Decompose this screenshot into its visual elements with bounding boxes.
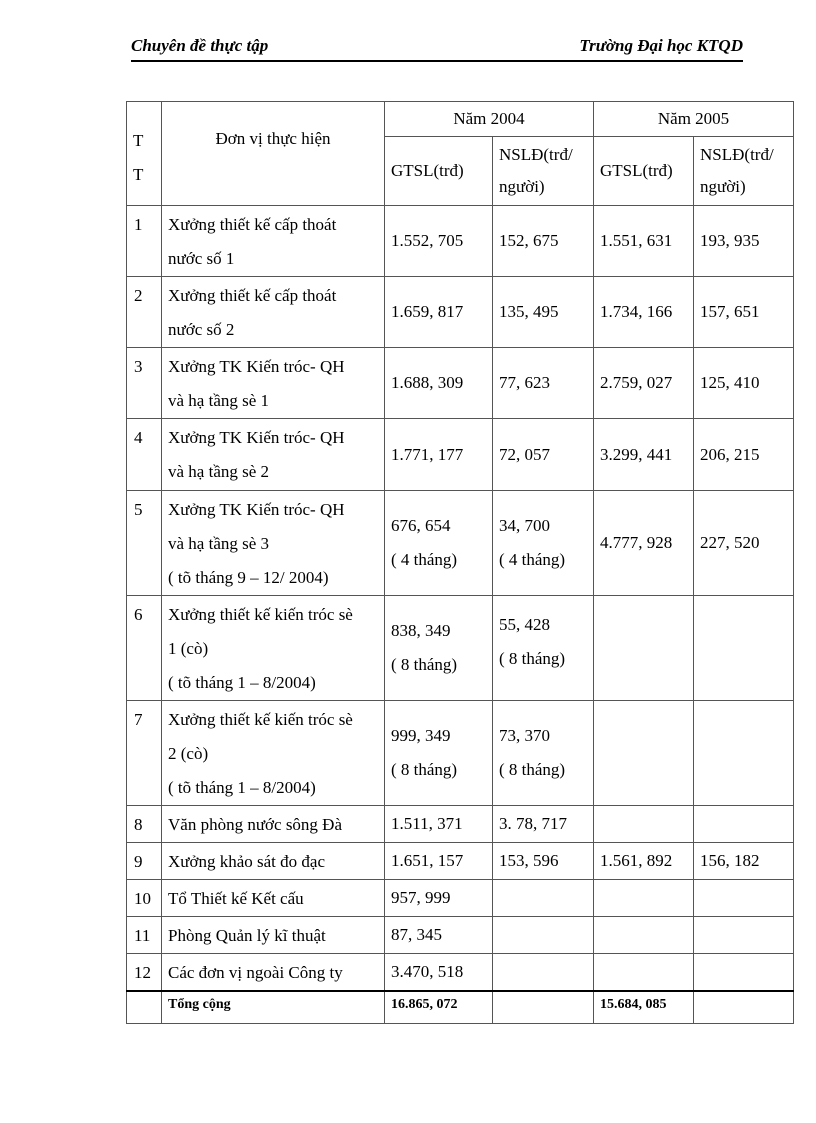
header-year-2005: Năm 2005 bbox=[594, 102, 794, 137]
unit-name: Xưởng thiết kế kiến tróc sè 1 (cò) ( tõ tháng 1 – 8/2004) bbox=[162, 596, 385, 701]
nsld-2005: 125, 410 bbox=[694, 348, 794, 419]
gtsl-2005 bbox=[594, 806, 694, 843]
table-row bbox=[127, 596, 794, 701]
header-tt: T T bbox=[127, 102, 162, 206]
header-rule bbox=[131, 60, 743, 62]
unit-name: Văn phòng nước sông Đà bbox=[162, 806, 385, 843]
nsld-2004: 152, 675 bbox=[493, 206, 594, 277]
total-gtsl-2004: 16.865, 072 bbox=[385, 991, 493, 1023]
gtsl-2005 bbox=[594, 701, 694, 806]
gtsl-2005: 1.551, 631 bbox=[594, 206, 694, 277]
total-nsld-2004 bbox=[493, 991, 594, 1023]
gtsl-2004: 999, 349 ( 8 tháng) bbox=[385, 701, 493, 806]
gtsl-2005 bbox=[594, 917, 694, 954]
gtsl-2005: 1.734, 166 bbox=[594, 277, 694, 348]
nsld-2004 bbox=[493, 880, 594, 917]
row-number: 12 bbox=[127, 954, 162, 992]
header-nsld-2004: NSLĐ(trđ/ người) bbox=[493, 137, 594, 206]
table-row bbox=[127, 843, 794, 880]
row-number: 3 bbox=[127, 348, 162, 419]
nsld-2005: 156, 182 bbox=[694, 843, 794, 880]
gtsl-2004: 1.511, 371 bbox=[385, 806, 493, 843]
nsld-2005 bbox=[694, 701, 794, 806]
total-gtsl-2005: 15.684, 085 bbox=[594, 991, 694, 1023]
gtsl-2004: 676, 654 ( 4 tháng) bbox=[385, 491, 493, 596]
nsld-2005 bbox=[694, 806, 794, 843]
nsld-2004: 3. 78, 717 bbox=[493, 806, 594, 843]
nsld-2005 bbox=[694, 596, 794, 701]
gtsl-2005 bbox=[594, 954, 694, 992]
total-tt bbox=[127, 991, 162, 1023]
unit-name: Phòng Quản lý kĩ thuật bbox=[162, 917, 385, 954]
gtsl-2005 bbox=[594, 880, 694, 917]
gtsl-2004: 957, 999 bbox=[385, 880, 493, 917]
nsld-2004 bbox=[493, 917, 594, 954]
gtsl-2004: 1.651, 157 bbox=[385, 843, 493, 880]
table-row bbox=[127, 806, 794, 843]
table-header-row bbox=[127, 102, 794, 137]
row-number: 9 bbox=[127, 843, 162, 880]
row-number: 2 bbox=[127, 277, 162, 348]
gtsl-2004: 838, 349 ( 8 tháng) bbox=[385, 596, 493, 701]
table-row bbox=[127, 348, 794, 419]
row-number: 7 bbox=[127, 701, 162, 806]
nsld-2005: 193, 935 bbox=[694, 206, 794, 277]
gtsl-2004: 87, 345 bbox=[385, 917, 493, 954]
gtsl-2004: 3.470, 518 bbox=[385, 954, 493, 992]
unit-name: Xưởng thiết kế cấp thoát nước số 1 bbox=[162, 206, 385, 277]
unit-name: Xưởng TK Kiến tróc- QH và hạ tầng sè 2 bbox=[162, 419, 385, 491]
header-nsld-2005: NSLĐ(trđ/ người) bbox=[694, 137, 794, 206]
nsld-2004: 55, 428 ( 8 tháng) bbox=[493, 596, 594, 701]
gtsl-2004: 1.552, 705 bbox=[385, 206, 493, 277]
header-gtsl-2004: GTSL(trđ) bbox=[385, 137, 493, 206]
header-year-2004: Năm 2004 bbox=[385, 102, 594, 137]
nsld-2004: 73, 370 ( 8 tháng) bbox=[493, 701, 594, 806]
nsld-2004 bbox=[493, 954, 594, 992]
table-row bbox=[127, 419, 794, 491]
unit-name: Xưởng khảo sát đo đạc bbox=[162, 843, 385, 880]
table-row bbox=[127, 880, 794, 917]
gtsl-2004: 1.659, 817 bbox=[385, 277, 493, 348]
row-number: 5 bbox=[127, 491, 162, 596]
nsld-2004: 135, 495 bbox=[493, 277, 594, 348]
gtsl-2005 bbox=[594, 596, 694, 701]
table-row bbox=[127, 917, 794, 954]
nsld-2005: 206, 215 bbox=[694, 419, 794, 491]
header-left-title: Chuyên đề thực tập bbox=[131, 36, 269, 55]
nsld-2004: 153, 596 bbox=[493, 843, 594, 880]
row-number: 1 bbox=[127, 206, 162, 277]
nsld-2005: 227, 520 bbox=[694, 491, 794, 596]
gtsl-2005: 2.759, 027 bbox=[594, 348, 694, 419]
unit-name: Tổ Thiết kế Kết cấu bbox=[162, 880, 385, 917]
unit-name: Xưởng TK Kiến tróc- QH và hạ tầng sè 3 ( tõ tháng 9 – 12/ 2004) bbox=[162, 491, 385, 596]
nsld-2005 bbox=[694, 917, 794, 954]
total-row bbox=[127, 991, 794, 1023]
nsld-2004: 34, 700 ( 4 tháng) bbox=[493, 491, 594, 596]
unit-name: Xưởng thiết kế kiến tróc sè 2 (cò) ( tõ tháng 1 – 8/2004) bbox=[162, 701, 385, 806]
row-number: 6 bbox=[127, 596, 162, 701]
gtsl-2004: 1.771, 177 bbox=[385, 419, 493, 491]
gtsl-2005: 3.299, 441 bbox=[594, 419, 694, 491]
unit-name: Xưởng TK Kiến tróc- QH và hạ tầng sè 1 bbox=[162, 348, 385, 419]
page-header bbox=[131, 36, 743, 62]
header-right-title: Trường Đại học KTQD bbox=[579, 36, 743, 55]
row-number: 8 bbox=[127, 806, 162, 843]
nsld-2005 bbox=[694, 880, 794, 917]
table-row bbox=[127, 491, 794, 596]
gtsl-2004: 1.688, 309 bbox=[385, 348, 493, 419]
gtsl-2005: 4.777, 928 bbox=[594, 491, 694, 596]
table-row bbox=[127, 206, 794, 277]
table-row bbox=[127, 701, 794, 806]
header-unit: Đơn vị thực hiện bbox=[162, 102, 385, 206]
productivity-table bbox=[126, 101, 794, 1024]
row-number: 10 bbox=[127, 880, 162, 917]
nsld-2005: 157, 651 bbox=[694, 277, 794, 348]
gtsl-2005: 1.561, 892 bbox=[594, 843, 694, 880]
unit-name: Xưởng thiết kế cấp thoát nước số 2 bbox=[162, 277, 385, 348]
table-row bbox=[127, 954, 794, 992]
unit-name: Các đơn vị ngoài Công ty bbox=[162, 954, 385, 992]
row-number: 11 bbox=[127, 917, 162, 954]
nsld-2005 bbox=[694, 954, 794, 992]
nsld-2004: 77, 623 bbox=[493, 348, 594, 419]
nsld-2004: 72, 057 bbox=[493, 419, 594, 491]
table-row bbox=[127, 277, 794, 348]
total-nsld-2005 bbox=[694, 991, 794, 1023]
header-gtsl-2005: GTSL(trđ) bbox=[594, 137, 694, 206]
total-label: Tổng cộng bbox=[162, 991, 385, 1023]
row-number: 4 bbox=[127, 419, 162, 491]
